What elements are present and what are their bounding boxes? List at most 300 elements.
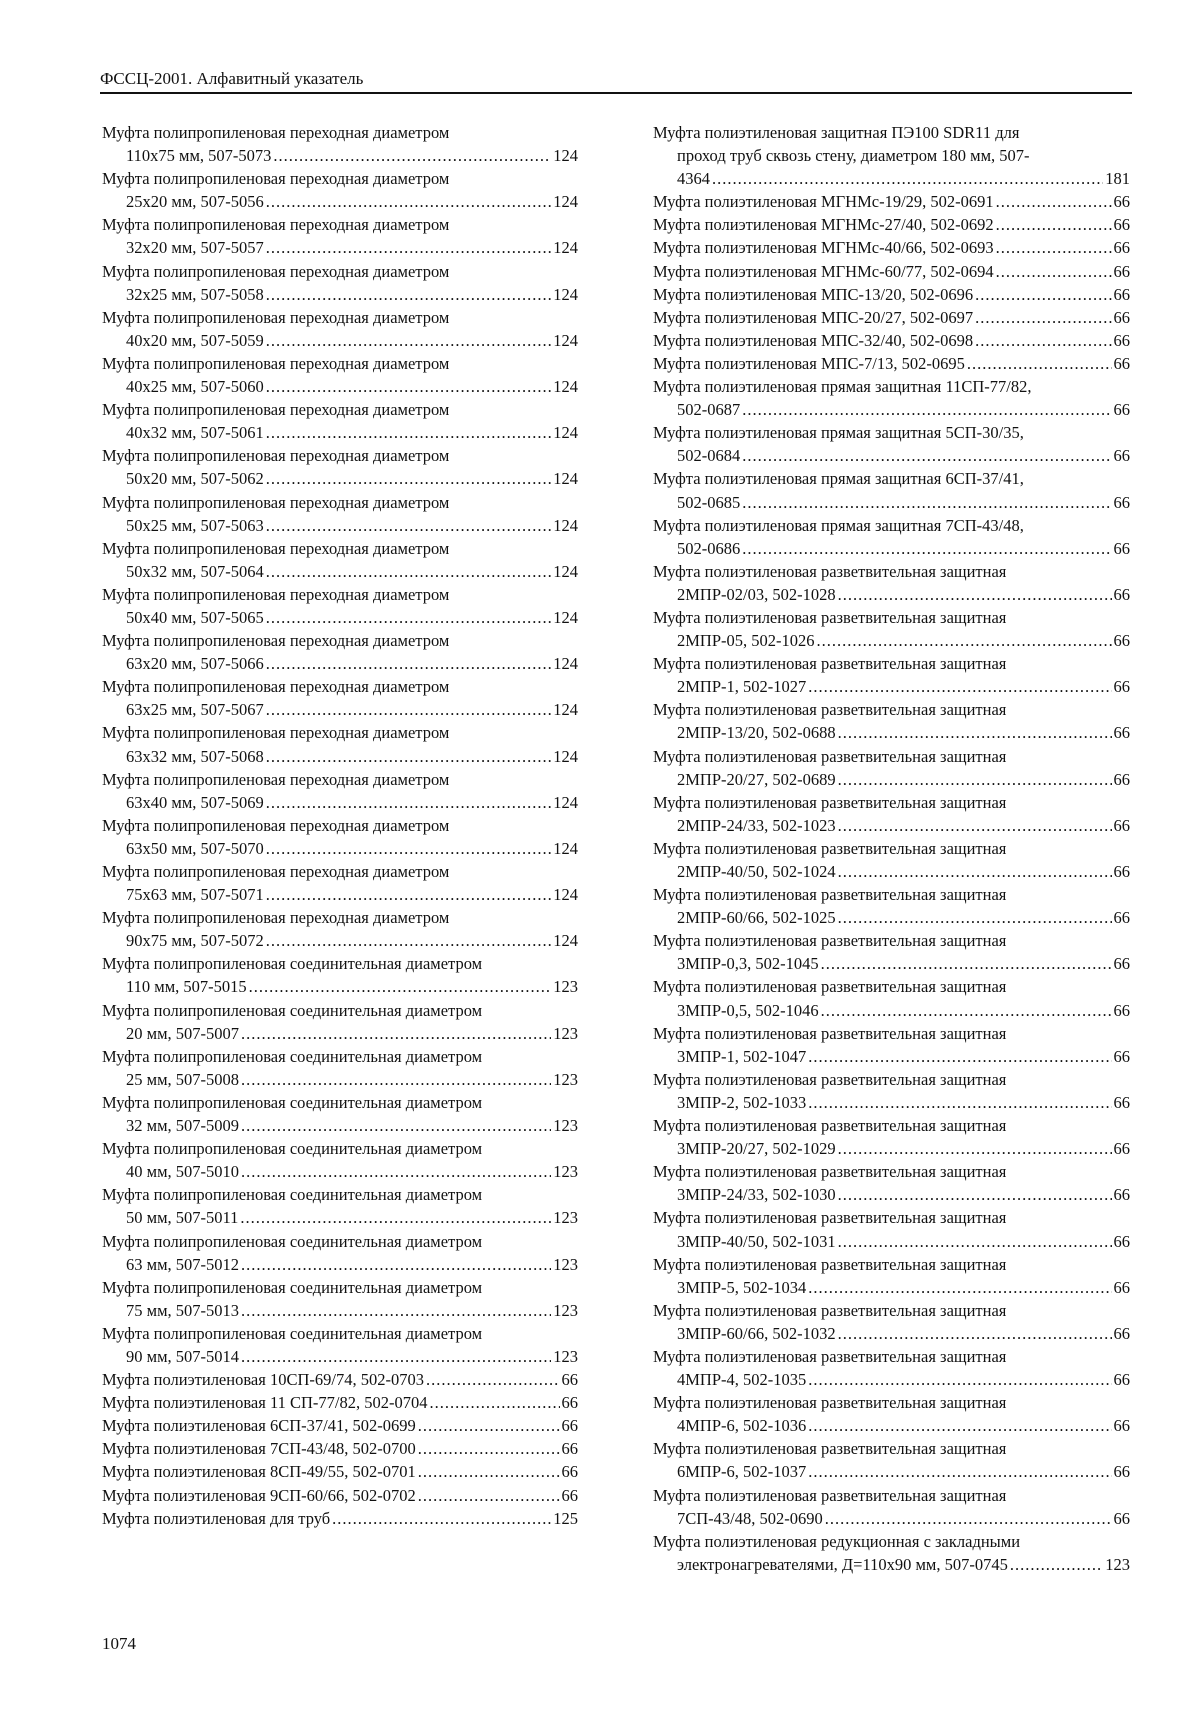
entry-text-tail: 2МПР-1, 502-1027 <box>677 677 807 697</box>
entry-page-number: 66 <box>1113 1370 1130 1390</box>
entry-text-line: Муфта полипропиленовая переходная диаметром <box>102 769 450 789</box>
entry-text-tail: Муфта полиэтиленовая МГНМс-27/40, 502-0692 <box>653 215 994 235</box>
index-entry <box>102 1230 578 1276</box>
entry-text-tail: 3МПР-24/33, 502-1030 <box>677 1185 836 1205</box>
entry-text-tail: 2МПР-60/66, 502-1025 <box>677 908 836 928</box>
dot-leader <box>808 1091 1111 1114</box>
right-column <box>653 121 1130 1576</box>
entry-text-line: Муфта полиэтиленовая разветвительная защитная <box>653 1485 1007 1505</box>
entry-last-line <box>653 306 1130 329</box>
entry-last-line <box>102 652 578 675</box>
entry-page-number: 66 <box>1113 1092 1130 1112</box>
index-entry <box>102 1460 578 1483</box>
dot-leader <box>808 1276 1111 1299</box>
entry-text-line: Муфта полипропиленовая соединительная диаметром <box>102 1139 483 1159</box>
entry-last-line <box>653 260 1130 283</box>
entry-page-number: 123 <box>553 1254 578 1274</box>
dot-leader <box>838 721 1112 744</box>
entry-text-line: Муфта полипропиленовая соединительная диаметром <box>102 1000 483 1020</box>
entry-text-tail: 2МПР-40/50, 502-1024 <box>677 862 836 881</box>
index-entry <box>102 1414 578 1437</box>
dot-leader <box>241 1160 551 1183</box>
index-entry <box>102 1368 578 1391</box>
entry-text-line: Муфта полиэтиленовая разветвительная защитная <box>653 977 1007 997</box>
entry-text-line: Муфта полиэтиленовая прямая защитная 11СП-77/82, <box>653 377 1032 397</box>
dot-leader <box>808 1045 1111 1068</box>
entry-text-tail: 50x25 мм, 507-5063 <box>126 515 264 535</box>
index-entry <box>653 1299 1130 1345</box>
entry-last-line <box>653 583 1130 606</box>
entry-last-line <box>653 952 1130 975</box>
entry-text-line: Муфта полипропиленовая переходная диаметром <box>102 584 450 604</box>
header-title: ФССЦ-2001. Алфавитный указатель <box>100 69 364 88</box>
entry-page-number: 124 <box>553 700 578 720</box>
index-entry <box>653 975 1130 1021</box>
entry-page-number: 124 <box>553 931 578 951</box>
index-entry <box>102 1183 578 1229</box>
entry-text-tail: Муфта полиэтиленовая МГНМс-60/77, 502-0694 <box>653 261 994 281</box>
dot-leader <box>996 236 1112 259</box>
entry-last-line <box>102 236 578 259</box>
entry-page-number: 66 <box>1113 677 1130 697</box>
entry-text-line: Муфта полипропиленовая соединительная диаметром <box>102 1046 483 1066</box>
entry-page-number: 124 <box>553 423 578 443</box>
entry-last-line <box>102 1484 578 1507</box>
entry-last-line <box>653 1230 1130 1253</box>
index-entry <box>102 121 578 167</box>
dot-leader <box>821 952 1112 975</box>
dot-leader <box>241 1299 551 1322</box>
entry-page-number: 124 <box>553 284 578 304</box>
index-entry <box>653 1160 1130 1206</box>
entry-last-line <box>653 675 1130 698</box>
dot-leader <box>241 1114 551 1137</box>
entry-page-number: 124 <box>553 792 578 812</box>
entry-page-number: 124 <box>553 238 578 258</box>
entry-last-line <box>653 721 1130 744</box>
dot-leader <box>996 213 1112 236</box>
entry-text-tail: Муфта полиэтиленовая 11 СП-77/82, 502-0704 <box>102 1393 428 1413</box>
entry-page-number: 66 <box>1113 1185 1130 1205</box>
entry-text-line: Муфта полиэтиленовая разветвительная защитная <box>653 1208 1007 1228</box>
dot-leader <box>975 283 1111 306</box>
index-entry <box>102 721 578 767</box>
index-entry <box>653 375 1130 421</box>
dot-leader <box>838 1322 1112 1345</box>
entry-text-line: Муфта полипропиленовая переходная диаметром <box>102 307 450 327</box>
entry-last-line <box>102 1507 578 1530</box>
dot-leader <box>418 1460 560 1483</box>
entry-last-line <box>102 883 578 906</box>
index-entry <box>653 352 1130 375</box>
dot-leader <box>975 329 1111 352</box>
entry-text-tail: 40x25 мм, 507-5060 <box>126 377 264 397</box>
entry-last-line <box>653 1553 1130 1576</box>
entry-text-tail: Муфта полиэтиленовая МПС-20/27, 502-0697 <box>653 307 974 327</box>
dot-leader <box>838 583 1112 606</box>
dot-leader <box>266 883 551 906</box>
entry-last-line <box>102 560 578 583</box>
entry-last-line <box>653 1137 1130 1160</box>
entry-last-line <box>653 768 1130 791</box>
entry-text-line: Муфта полиэтиленовая разветвительная защитная <box>653 931 1007 951</box>
dot-leader <box>266 606 551 629</box>
entry-text-tail: 2МПР-13/20, 502-0688 <box>677 723 836 743</box>
index-entry <box>653 1345 1130 1391</box>
entry-text-tail: 50x32 мм, 507-5064 <box>126 561 264 581</box>
entry-last-line <box>102 1345 578 1368</box>
entry-text-tail: 502-0687 <box>677 400 741 420</box>
entry-page-number: 125 <box>553 1508 578 1528</box>
entry-text-tail: 2МПР-20/27, 502-0689 <box>677 769 836 789</box>
entry-page-number: 124 <box>553 838 578 858</box>
entry-text-tail: Муфта полиэтиленовая МПС-7/13, 502-0695 <box>653 353 965 373</box>
entry-page-number: 66 <box>561 1370 578 1390</box>
dot-leader <box>266 283 551 306</box>
entry-text-tail: Муфта полиэтиленовая МГНМс-40/66, 502-0693 <box>653 238 994 258</box>
dot-leader <box>838 1137 1112 1160</box>
entry-page-number: 124 <box>553 515 578 535</box>
entry-last-line <box>653 1045 1130 1068</box>
entry-text-tail: Муфта полиэтиленовая 7СП-43/48, 502-0700 <box>102 1439 416 1459</box>
entry-text-tail: 3МПР-0,3, 502-1045 <box>677 954 819 974</box>
entry-text-tail: 7СП-43/48, 502-0690 <box>677 1508 823 1528</box>
entry-last-line <box>102 791 578 814</box>
index-entry <box>102 860 578 906</box>
entry-text-tail: 50x20 мм, 507-5062 <box>126 469 264 489</box>
entry-last-line <box>653 814 1130 837</box>
index-entry <box>653 329 1130 352</box>
index-entry <box>102 1091 578 1137</box>
entry-last-line <box>102 375 578 398</box>
dot-leader <box>418 1414 560 1437</box>
entry-text-tail: 90 мм, 507-5014 <box>126 1346 240 1366</box>
entry-page-number: 124 <box>553 607 578 627</box>
dot-leader <box>838 906 1112 929</box>
entry-text-line: проход труб сквозь стену, диаметром 180 мм, 507- <box>677 146 1030 166</box>
entry-page-number: 123 <box>553 1023 578 1043</box>
running-header <box>100 68 1132 94</box>
entry-text-tail: 4МПР-6, 502-1036 <box>677 1416 807 1436</box>
entry-text-line: Муфта полиэтиленовая разветвительная защитная <box>653 1023 1007 1043</box>
index-entry <box>102 675 578 721</box>
entry-text-tail: 2МПР-24/33, 502-1023 <box>677 815 836 835</box>
dot-leader <box>996 260 1112 283</box>
dot-leader <box>241 1022 551 1045</box>
index-entry <box>653 606 1130 652</box>
entry-page-number: 66 <box>1113 538 1130 558</box>
entry-page-number: 124 <box>553 654 578 674</box>
entry-text-tail: 3МПР-40/50, 502-1031 <box>677 1231 836 1251</box>
entry-page-number: 66 <box>1113 307 1130 327</box>
entry-page-number: 66 <box>561 1416 578 1436</box>
index-entry <box>653 467 1130 513</box>
entry-page-number: 123 <box>553 1116 578 1136</box>
index-entry <box>102 444 578 490</box>
entry-page-number: 66 <box>1113 769 1130 789</box>
dot-leader <box>266 375 551 398</box>
entry-text-tail: 3МПР-5, 502-1034 <box>677 1277 807 1297</box>
entry-page-number: 66 <box>1113 215 1130 235</box>
index-entry <box>653 1484 1130 1530</box>
entry-text-tail: 4МПР-4, 502-1035 <box>677 1370 807 1390</box>
dot-leader <box>266 698 551 721</box>
entry-text-line: Муфта полипропиленовая переходная диаметром <box>102 677 450 697</box>
entry-last-line <box>102 837 578 860</box>
entry-page-number: 66 <box>1113 815 1130 835</box>
entry-text-line: Муфта полиэтиленовая разветвительная защитная <box>653 654 1007 674</box>
dot-leader <box>742 398 1111 421</box>
entry-text-line: Муфта полиэтиленовая прямая защитная 6СП-37/41, <box>653 469 1024 489</box>
entry-page-number: 124 <box>553 146 578 166</box>
entry-last-line <box>102 929 578 952</box>
entry-text-line: Муфта полипропиленовая соединительная диаметром <box>102 1323 483 1343</box>
index-entry <box>653 283 1130 306</box>
entry-text-line: Муфта полиэтиленовая разветвительная защитная <box>653 792 1007 812</box>
entry-page-number: 66 <box>1113 1416 1130 1436</box>
entry-last-line <box>102 1068 578 1091</box>
entry-text-tail: 63x25 мм, 507-5067 <box>126 700 264 720</box>
entry-text-tail: 3МПР-60/66, 502-1032 <box>677 1323 836 1343</box>
entry-last-line <box>653 1368 1130 1391</box>
dot-leader <box>266 190 551 213</box>
entry-page-number: 66 <box>1113 1000 1130 1020</box>
entry-text-line: Муфта полиэтиленовая разветвительная защитная <box>653 561 1007 581</box>
entry-page-number: 123 <box>553 977 578 997</box>
entry-page-number: 124 <box>553 885 578 905</box>
entry-last-line <box>653 1322 1130 1345</box>
entry-last-line <box>653 1183 1130 1206</box>
index-entry <box>653 1068 1130 1114</box>
index-entry <box>653 1253 1130 1299</box>
entry-text-tail: 110 мм, 507-5015 <box>126 977 247 997</box>
dot-leader <box>240 1206 551 1229</box>
entry-last-line <box>653 444 1130 467</box>
entry-text-line: Муфта полипропиленовая соединительная диаметром <box>102 1092 483 1112</box>
index-entry <box>653 560 1130 606</box>
entry-text-line: Муфта полиэтиленовая разветвительная защитная <box>653 1069 1007 1089</box>
entry-text-tail: 63 мм, 507-5012 <box>126 1254 240 1274</box>
index-entry <box>102 1137 578 1183</box>
index-entry <box>102 583 578 629</box>
index-entry <box>102 999 578 1045</box>
dot-leader <box>266 929 551 952</box>
dot-leader <box>996 190 1112 213</box>
dot-leader <box>266 329 551 352</box>
entry-page-number: 123 <box>553 1162 578 1182</box>
index-entry <box>102 1045 578 1091</box>
entry-text-tail: 75x63 мм, 507-5071 <box>126 885 264 905</box>
entry-text-line: Муфта полиэтиленовая разветвительная защитная <box>653 746 1007 766</box>
entry-last-line <box>102 144 578 167</box>
entry-text-line: Муфта полиэтиленовая разветвительная защитная <box>653 838 1007 858</box>
entry-text-tail: 3МПР-0,5, 502-1046 <box>677 1000 819 1020</box>
index-entry <box>653 190 1130 213</box>
entry-text-line: Муфта полиэтиленовая прямая защитная 7СП-43/48, <box>653 515 1024 535</box>
dot-leader <box>266 421 551 444</box>
entry-text-line: Муфта полипропиленовая переходная диаметром <box>102 261 450 281</box>
index-entry <box>102 1276 578 1322</box>
entry-text-tail: 90x75 мм, 507-5072 <box>126 931 264 951</box>
entry-page-number: 66 <box>1113 862 1130 881</box>
entry-page-number: 66 <box>1113 1139 1130 1159</box>
entry-text-tail: Муфта полиэтиленовая МПС-32/40, 502-0698 <box>653 330 974 350</box>
index-entry <box>102 814 578 860</box>
entry-text-tail: Муфта полиэтиленовая 6СП-37/41, 502-0699 <box>102 1416 416 1436</box>
dot-leader <box>429 1391 559 1414</box>
entry-last-line <box>653 329 1130 352</box>
index-entry <box>102 1391 578 1414</box>
entry-text-line: Муфта полипропиленовая переходная диаметром <box>102 123 450 142</box>
entry-text-tail: Муфта полиэтиленовая МГНМс-19/29, 502-0691 <box>653 192 994 212</box>
entry-last-line <box>102 1368 578 1391</box>
index-entry <box>653 652 1130 698</box>
entry-page-number: 124 <box>553 330 578 350</box>
entry-text-tail: электронагревателями, Д=110x90 мм, 507-0745 <box>677 1554 1008 1574</box>
entry-text-line: Муфта полипропиленовая переходная диаметром <box>102 862 450 881</box>
entry-last-line <box>653 1414 1130 1437</box>
entry-page-number: 66 <box>1113 446 1130 466</box>
entry-text-line: Муфта полиэтиленовая разветвительная защитная <box>653 885 1007 905</box>
entry-text-tail: Муфта полиэтиленовая 10СП-69/74, 502-0703 <box>102 1370 424 1390</box>
index-entry <box>102 537 578 583</box>
dot-leader <box>838 814 1112 837</box>
entry-page-number: 123 <box>553 1208 578 1228</box>
entry-last-line <box>102 514 578 537</box>
entry-text-line: Муфта полиэтиленовая разветвительная защитная <box>653 1393 1007 1413</box>
dot-leader <box>838 768 1112 791</box>
entry-page-number: 66 <box>561 1462 578 1482</box>
index-entry <box>653 514 1130 560</box>
entry-text-tail: 25 мм, 507-5008 <box>126 1069 240 1089</box>
entry-text-line: Муфта полиэтиленовая защитная ПЭ100 SDR11 для <box>653 123 1020 142</box>
entry-text-tail: 502-0685 <box>677 492 741 512</box>
entry-text-tail: Муфта полиэтиленовая для труб <box>102 1508 331 1528</box>
entry-page-number: 66 <box>1113 631 1130 651</box>
entry-page-number: 66 <box>1113 908 1130 928</box>
entry-last-line <box>102 1414 578 1437</box>
entry-text-line: Муфта полипропиленовая переходная диаметром <box>102 908 450 928</box>
entry-page-number: 66 <box>1113 238 1130 258</box>
entry-text-tail: 20 мм, 507-5007 <box>126 1023 240 1043</box>
entry-text-line: Муфта полипропиленовая переходная диаметром <box>102 353 450 373</box>
dot-leader <box>975 306 1111 329</box>
index-entry <box>102 1484 578 1507</box>
entry-page-number: 66 <box>1113 400 1130 420</box>
entry-last-line <box>102 1114 578 1137</box>
dot-leader <box>967 352 1112 375</box>
entry-page-number: 66 <box>1113 584 1130 604</box>
entry-page-number: 66 <box>561 1439 578 1459</box>
index-entry <box>102 1322 578 1368</box>
entry-page-number: 123 <box>553 1069 578 1089</box>
entry-text-line: Муфта полипропиленовая переходная диаметром <box>102 538 450 558</box>
entry-last-line <box>653 491 1130 514</box>
entry-page-number: 66 <box>1113 1046 1130 1066</box>
entry-page-number: 66 <box>1113 284 1130 304</box>
dot-leader <box>821 999 1112 1022</box>
entry-text-line: Муфта полипропиленовая соединительная диаметром <box>102 954 483 974</box>
entry-text-tail: 4364 <box>677 169 710 189</box>
entry-page-number: 66 <box>1113 492 1130 512</box>
entry-last-line <box>653 629 1130 652</box>
entry-text-tail: 6МПР-6, 502-1037 <box>677 1462 807 1482</box>
entry-last-line <box>102 606 578 629</box>
entry-text-tail: 2МПР-05, 502-1026 <box>677 631 815 651</box>
dot-leader <box>266 467 551 490</box>
entry-last-line <box>653 213 1130 236</box>
entry-last-line <box>653 190 1130 213</box>
index-entry <box>653 421 1130 467</box>
entry-page-number: 66 <box>1113 1277 1130 1297</box>
dot-leader <box>266 236 551 259</box>
index-entry <box>653 791 1130 837</box>
entry-last-line <box>102 283 578 306</box>
entry-text-tail: 25x20 мм, 507-5056 <box>126 192 264 212</box>
entry-text-tail: 32x20 мм, 507-5057 <box>126 238 264 258</box>
entry-last-line <box>653 1091 1130 1114</box>
entry-page-number: 124 <box>553 377 578 397</box>
entry-page-number: 181 <box>1105 169 1130 189</box>
entry-text-tail: 40x20 мм, 507-5059 <box>126 330 264 350</box>
index-entry <box>653 1114 1130 1160</box>
entry-last-line <box>102 1391 578 1414</box>
dot-leader <box>249 975 552 998</box>
dot-leader <box>808 1460 1111 1483</box>
entry-page-number: 124 <box>553 561 578 581</box>
dot-leader <box>825 1507 1112 1530</box>
entry-last-line <box>102 1206 578 1229</box>
index-entry <box>102 491 578 537</box>
dot-leader <box>1010 1553 1103 1576</box>
entry-text-tail: Муфта полиэтиленовая 9СП-60/66, 502-0702 <box>102 1485 416 1505</box>
index-entry <box>653 213 1130 236</box>
index-entry <box>102 398 578 444</box>
dot-leader <box>418 1437 560 1460</box>
entry-text-tail: 63x32 мм, 507-5068 <box>126 746 264 766</box>
entry-last-line <box>102 698 578 721</box>
index-entry <box>653 1022 1130 1068</box>
entry-last-line <box>653 537 1130 560</box>
entry-text-tail: 63x50 мм, 507-5070 <box>126 838 264 858</box>
entry-text-tail: 32x25 мм, 507-5058 <box>126 284 264 304</box>
index-entry <box>653 236 1130 259</box>
entry-text-tail: 3МПР-20/27, 502-1029 <box>677 1139 836 1159</box>
entry-text-line: Муфта полиэтиленовая прямая защитная 5СП-30/35, <box>653 423 1024 443</box>
entry-text-line: Муфта полипропиленовая переходная диаметром <box>102 400 450 420</box>
index-entry <box>653 883 1130 929</box>
entry-text-line: Муфта полиэтиленовая разветвительная защитная <box>653 1300 1007 1320</box>
entry-page-number: 66 <box>1113 1462 1130 1482</box>
entry-last-line <box>102 329 578 352</box>
dot-leader <box>838 1183 1112 1206</box>
entry-last-line <box>102 1299 578 1322</box>
entry-text-line: Муфта полипропиленовая переходная диаметром <box>102 169 450 189</box>
entry-text-line: Муфта полиэтиленовая редукционная с закладными <box>653 1531 1021 1551</box>
index-entry <box>102 260 578 306</box>
dot-leader <box>266 560 551 583</box>
entry-text-tail: 3МПР-1, 502-1047 <box>677 1046 807 1066</box>
entry-page-number: 124 <box>553 746 578 766</box>
dot-leader <box>241 1068 551 1091</box>
entry-last-line <box>653 398 1130 421</box>
entry-text-tail: 3МПР-2, 502-1033 <box>677 1092 807 1112</box>
entry-last-line <box>653 860 1130 883</box>
dot-leader <box>742 491 1111 514</box>
dot-leader <box>808 1414 1111 1437</box>
index-entry <box>102 952 578 998</box>
entry-page-number: 123 <box>1105 1554 1130 1574</box>
